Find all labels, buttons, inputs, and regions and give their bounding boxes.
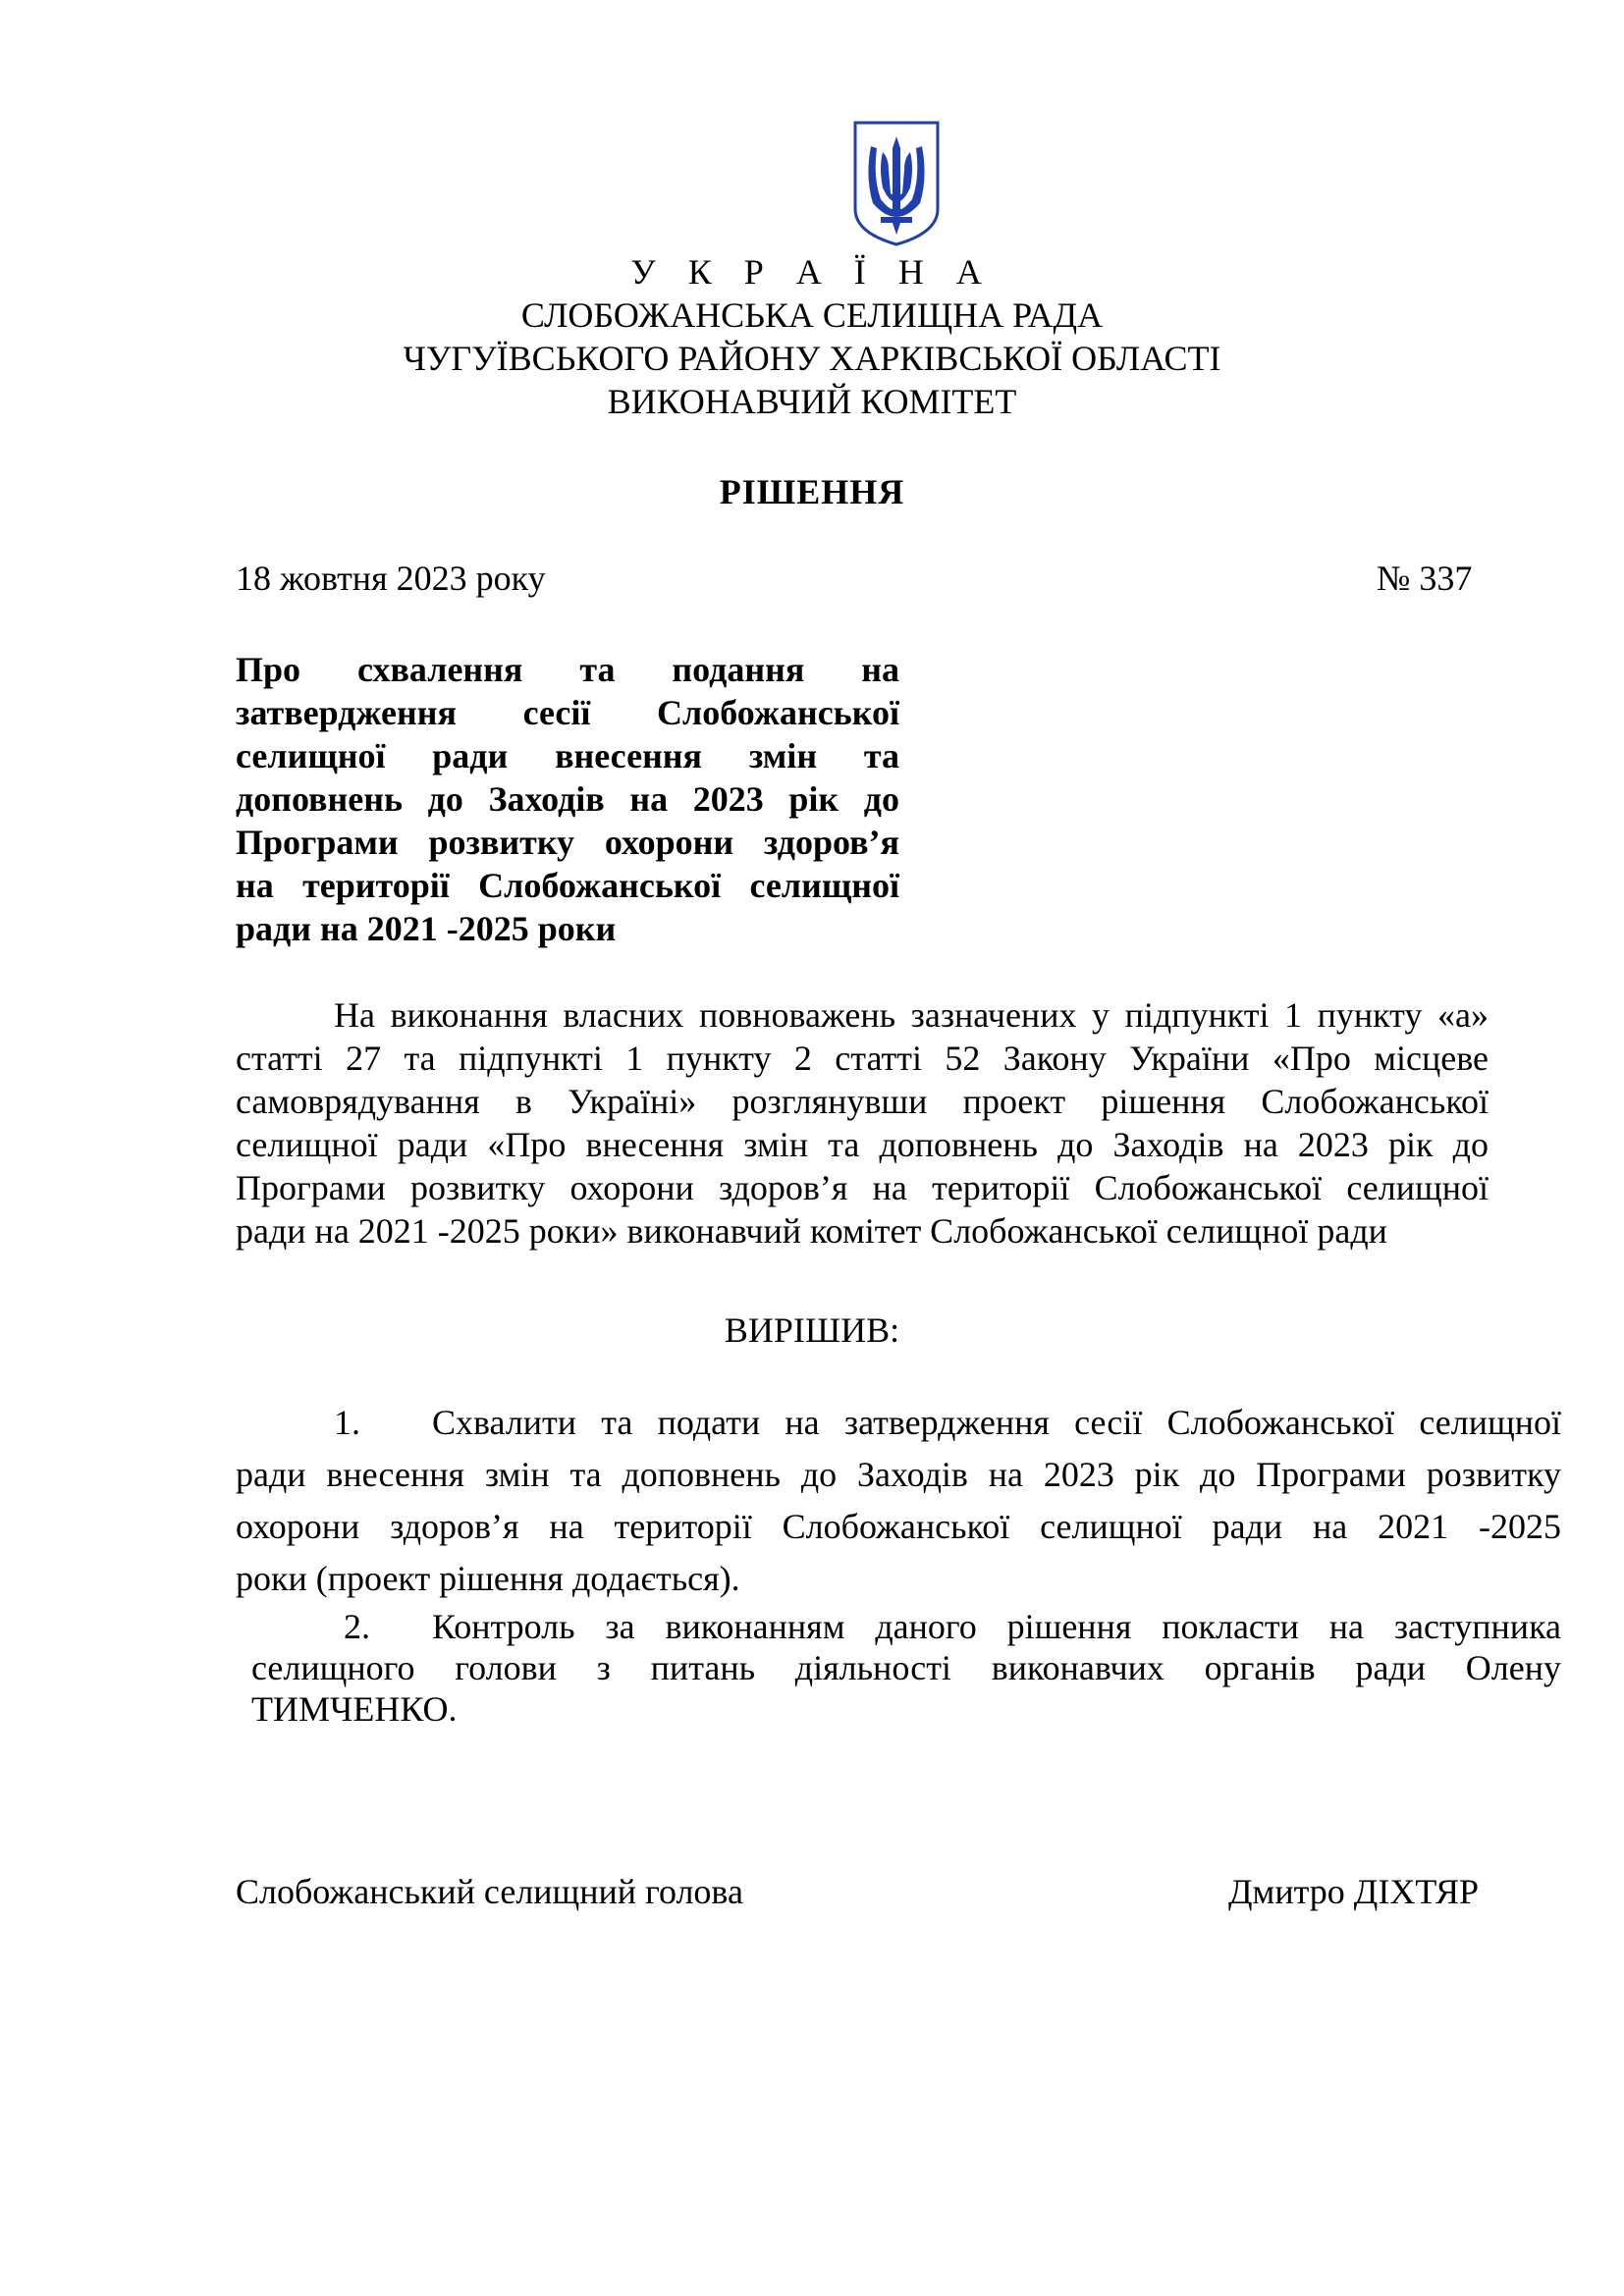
- subject-line: Програми розвитку охорони здоров’я: [236, 823, 899, 862]
- item-line: [236, 1606, 1561, 1647]
- header-council: СЛОБОЖАНСЬКА СЕЛИЩНА РАДА: [520, 295, 1104, 335]
- preamble-line: Програми розвитку охорони здоров’я на території Слобожанської селищної: [236, 1168, 1489, 1207]
- document-subject: [236, 648, 899, 950]
- preamble-paragraph: [236, 993, 1489, 1253]
- item-line: ради внесення змін та доповнень до Заходів на 2023 рік до Програми розвитку: [236, 1455, 1561, 1494]
- preamble-line: На виконання власних повноважень зазначених у підпункті 1 пункту «а»: [334, 995, 1489, 1035]
- item-line: селищного голови з питань діяльності виконавчих органів ради Олену: [251, 1648, 1561, 1687]
- tryzub-coat-of-arms-icon: [851, 119, 942, 248]
- header-country: У К Р А Ї Н А: [630, 252, 994, 292]
- item-number: 1.: [334, 1403, 360, 1442]
- subject-line: Про схвалення та подання на: [236, 650, 899, 689]
- item-line: охорони здоров’я на території Слобожанської селищної ради на 2021 -2025: [236, 1507, 1561, 1546]
- header-committee: ВИКОНАВЧИЙ КОМІТЕТ: [607, 382, 1017, 421]
- resolution-item-1: [236, 1397, 1561, 1605]
- subject-line: селищної ради внесення змін та: [236, 736, 899, 775]
- subject-line: затвердження сесії Слобожанської: [236, 693, 899, 732]
- subject-line: доповнень до Заходів на 2023 рік до: [236, 779, 899, 819]
- item-text: Схвалити та подати на затвердження сесії Слобожанської селищної: [432, 1403, 1561, 1442]
- item-line: ТИМЧЕНКО.: [251, 1689, 458, 1729]
- document-date: 18 жовтня 2023 року: [236, 559, 546, 598]
- document-number: № 337: [1377, 559, 1473, 598]
- item-text: Контроль за виконанням даного рішення покласти на заступника: [432, 1607, 1561, 1646]
- document-type-title: РІШЕННЯ: [719, 472, 905, 511]
- header-district: ЧУГУЇВСЬКОГО РАЙОНУ ХАРКІВСЬКОЇ ОБЛАСТІ: [403, 339, 1221, 378]
- item-number: 2.: [344, 1607, 370, 1646]
- subject-line: на території Слобожанської селищної: [236, 866, 899, 905]
- resolution-item-2: [236, 1606, 1561, 1730]
- preamble-line: самоврядування в Україні» розглянувши проект рішення Слобожанської: [236, 1082, 1489, 1121]
- subject-line: ради на 2021 -2025 роки: [236, 909, 617, 948]
- preamble-line: ради на 2021 -2025 роки» виконавчий комітет Слобожанської селищної ради: [236, 1211, 1387, 1251]
- preamble-line: статті 27 та підпункті 1 пункту 2 статті 52 Закону України «Про місцеве: [236, 1039, 1489, 1078]
- item-line: [236, 1397, 1561, 1449]
- signature-role: Слобожанський селищний голова: [236, 1872, 743, 1911]
- resolved-heading: ВИРІШИВ:: [724, 1310, 900, 1350]
- item-line: роки (проект рішення додається).: [236, 1559, 740, 1598]
- signature-name: Дмитро ДІХТЯР: [1228, 1872, 1479, 1911]
- preamble-line: селищної ради «Про внесення змін та доповнень до Заходів на 2023 рік до: [236, 1125, 1489, 1164]
